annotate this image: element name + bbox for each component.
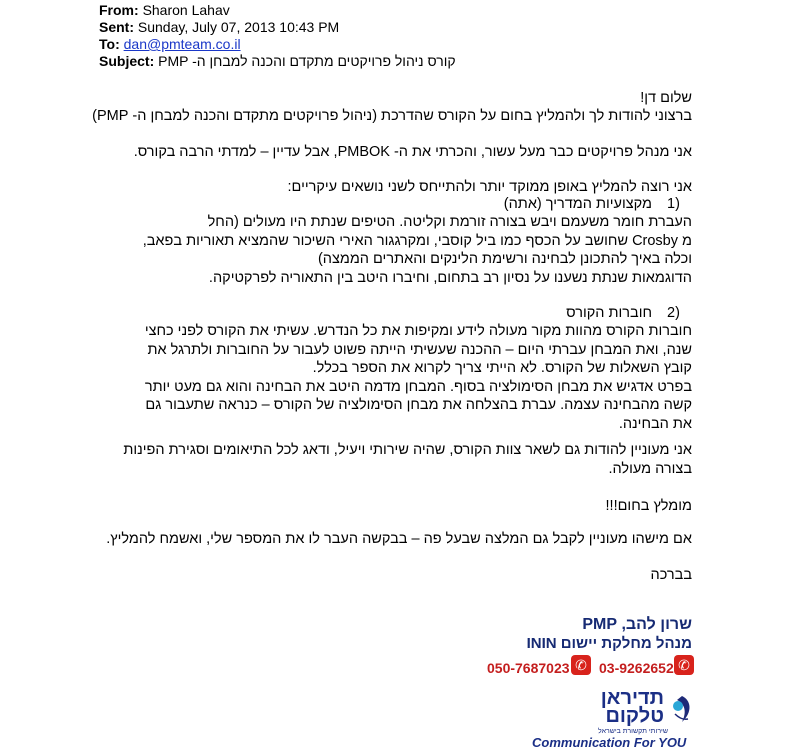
intro-paragraph: ברצוני להודות לך ולהמליץ בחום על הקורס שהדרכת (ניהול פרויקטים מתקדם והכנה למבחן ה- PMP) (92, 108, 692, 124)
sent-row (99, 19, 339, 36)
mobile-phone-icon: ✆ (571, 655, 591, 675)
item2-number: 2) (667, 305, 680, 321)
item2-line: קובץ השאלות של הקורס. לא הייתי צריך לקרוא את הספר בכלל. (312, 360, 692, 376)
company-logo (532, 688, 702, 750)
thanks-paragraph (72, 441, 692, 478)
company-emblem-icon (669, 694, 695, 724)
to-row (99, 36, 241, 53)
phone-mobile: 050-7687023 (487, 660, 570, 676)
item2-body (72, 322, 692, 433)
item2-line: שנה, ואת המבחן עברתי היום – ההכנה שעשיתי הייתה פשוט לעבור על החוברות ולתרגל את (147, 341, 692, 358)
greeting: שלום דן! (640, 90, 692, 106)
item1-title: מקצועיות המדריך (אתה) (503, 196, 652, 212)
item1-line: העברת חומר משעמם ויבש בצורה זורמת וקליטה. הטיפים שנתת היו מעולים (החל (207, 214, 692, 230)
item2-title: חוברות הקורס (566, 305, 652, 321)
company-slogan: Communication For YOU (532, 735, 687, 750)
from-label: From: (99, 2, 139, 18)
referral-paragraph: אם מישהו מעוניין לקבל גם המלצה שבעל פה – בבקשה העבר לו את המספר שלי, ואשמח להמליץ. (106, 531, 692, 547)
closing: בברכה (650, 567, 692, 583)
sent-value: Sunday, July 07, 2013 10:43 PM (137, 19, 340, 35)
thanks-line: בצורה מעולה. (608, 460, 692, 477)
from-value: Sharon Lahav (142, 2, 230, 18)
signature-name: שרון להב, PMP (582, 616, 692, 633)
item1-line: מ Crosby שחושב על הכסף כמו ביל קוסבי, ומקרגגור האירי השיכור שהמציא תאוריות בפאב, (142, 232, 692, 249)
thanks-line: אני מעוניין להודות גם לשאר צוות הקורס, שהיה שירותי ויעיל, ודאג לכל התיאומים וסגירת הפינות (123, 442, 692, 458)
company-name-line1: תדיראן (600, 687, 664, 709)
item2-line: את הבחינה. (618, 415, 692, 432)
background-paragraph: אני מנהל פרויקטים כבר מעל עשור, והכרתי את ה- PMBOK, אבל עדיין – למדתי הרבה בקורס. (133, 144, 692, 160)
from-row (99, 2, 230, 19)
focus-paragraph: אני רוצה להמליץ באופן ממוקד יותר ולהתייחס לשני נושאים עיקריים: (287, 179, 692, 195)
phone-icon: ✆ (674, 655, 694, 675)
item1-number: 1) (667, 196, 680, 212)
sent-label: Sent: (99, 19, 134, 35)
item1-line: הדוגמאות שנתת נשענו על נסיון רב בתחום, וחיברו היטב בין התאוריה לפרקטיקה. (208, 269, 692, 286)
item2-line: בפרט אדגיש את מבחן הסימולציה בסוף. המבחן מדמה היטב את הבחינה והוא גם מעט יותר (144, 378, 692, 395)
subject-row (99, 53, 456, 70)
to-email-link[interactable]: dan@pmteam.co.il (123, 36, 241, 52)
recommend-line: מומלץ בחום!!! (605, 498, 692, 514)
item1-line: וכלה באיך להתכונן לבחינה ורשימת הלינקים והאתרים הממצה) (317, 251, 692, 267)
subject-label: Subject: (99, 53, 155, 69)
item2-line: חוברות הקורס מהוות מקור מעולה לידע ומקיפות את כל הנדרש. עשיתי את הקורס לפני כחצי (144, 323, 692, 339)
to-label: To: (99, 36, 120, 52)
phone-office: 03-9262652 (599, 660, 674, 676)
company-name-line2: טלקום (605, 705, 664, 727)
signature-title: מנהל מחלקת יישום ININ (526, 635, 692, 652)
item2-line: קשה מהבחינה עצמה. עברת בהצלחה את מבחן הסימולציה של הקורס – כנראה שתעבור גם (145, 397, 692, 413)
item1-body (72, 213, 692, 287)
subject-value: PMP -קורס ניהול פרויקטים מתקדם והכנה למבחן ה (158, 53, 456, 69)
company-tagline: שירותי תקשורת בישראל (598, 728, 668, 735)
